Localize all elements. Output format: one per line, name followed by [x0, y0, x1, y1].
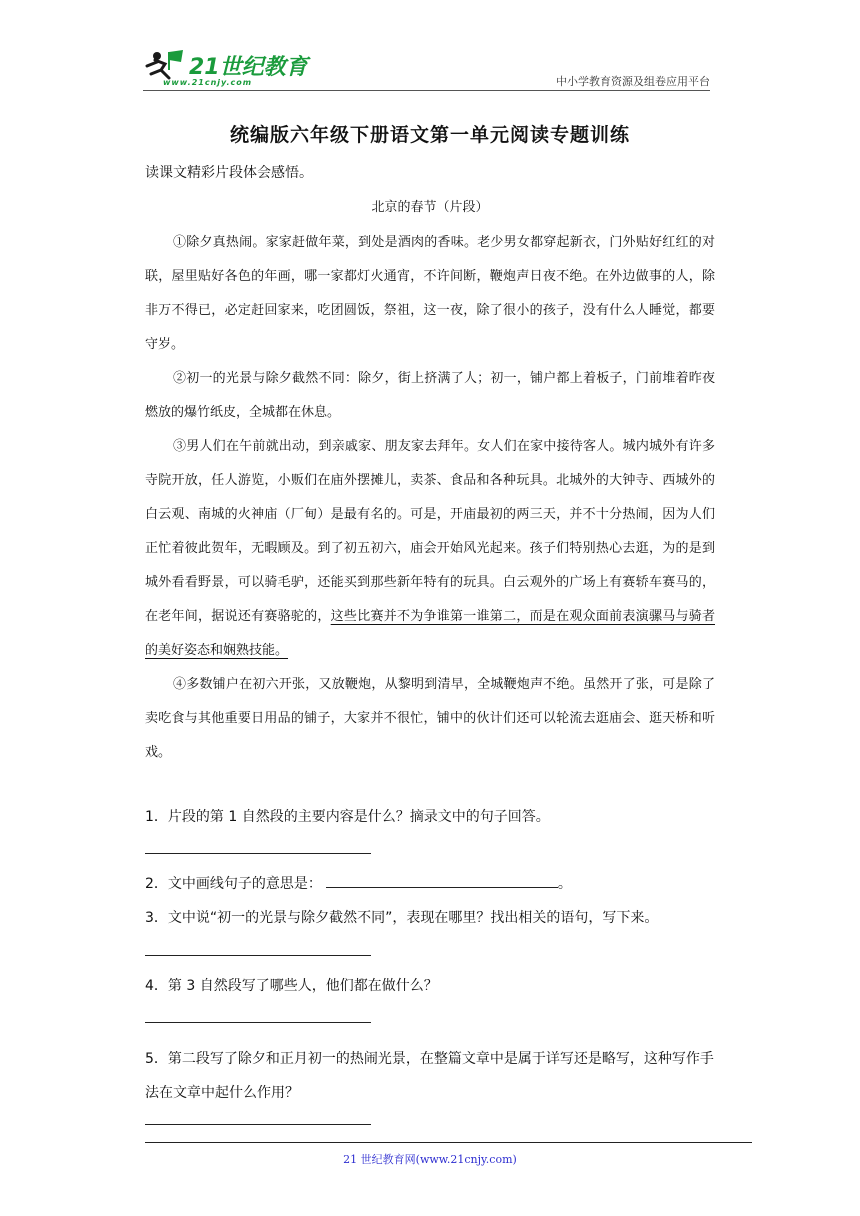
question-5: 5．第二段写了除夕和正月初一的热闹光景，在整篇文章中是属于详写还是略写，这种写作手法在文章中起什么作用？	[145, 1051, 714, 1101]
paragraph-1: ①除夕真热闹。家家赶做年菜，到处是酒肉的香味。老少男女都穿起新衣，门外贴好红红的对联，屋里贴好各色的年画，哪一家都灯火通宵，不许间断，鞭炮声日夜不绝。在外边做事的人，除非万不得已，必定赶回家来，吃团圆饭，祭祖，这一夜，除了很小的孩子，没有什么人睡觉，都要守岁。	[145, 235, 715, 352]
footer: 21 世纪教育网(www.21cnjy.com)	[343, 1153, 517, 1166]
paragraph-2: ②初一的光景与除夕截然不同：除夕，街上挤满了人；初一，铺户都上着板子，门前堆着昨夜燃放的爆竹纸皮，全城都在休息。	[145, 371, 715, 420]
header-divider	[143, 90, 710, 91]
question-2-text: 2．文中画线句子的意思是：	[145, 876, 322, 892]
answer-blank-2	[326, 873, 558, 888]
instruction: 读课文精彩片段体会感悟。	[145, 165, 313, 181]
page-header	[143, 40, 710, 92]
question-4: 4．第 3 自然段写了哪些人，他们都在做什么？	[145, 978, 438, 994]
paragraph-3	[145, 430, 715, 668]
answer-line-4	[145, 1022, 371, 1023]
question-1: 1．片段的第 1 自然段的主要内容是什么？摘录文中的句子回答。	[145, 809, 550, 825]
logo-url: www.21cnjy.com	[163, 78, 253, 87]
passage-title: 北京的春节（片段）	[371, 200, 489, 215]
question-2-suffix: 。	[557, 876, 572, 892]
logo	[143, 48, 443, 92]
paragraph-3-text: ③男人们在午前就出动，到亲戚家、朋友家去拜年。女人们在家中接待客人。城内城外有许多寺院开放，任人游览，小贩们在庙外摆摊儿，卖茶、食品和各种玩具。北城外的大钟寺、西城外的白云观、南城的火神庙（厂甸）是最有名的。可是，开庙最初的两三天，并不十分热闹，因为人们正忙着彼此贺年，无暇顾及。到了初五初六，庙会开始风光起来。孩子们特别热心去逛，为的是到城外看看野景，可以骑毛驴，还能买到那些新年特有的玩具。白云观外的广场上有赛轿车赛马的，在老年间，据说还有赛骆驼的，	[145, 439, 715, 624]
answer-line-3	[145, 955, 371, 956]
underlined-sentence: 这些比赛并不为争谁第一谁第二，而是在观众面前表演骡马与骑者的美好姿态和娴熟技能。	[145, 609, 715, 658]
answer-line-5	[145, 1124, 371, 1125]
passage	[145, 226, 715, 770]
question-2	[145, 873, 725, 893]
question-3: 3．文中说“初一的光景与除夕截然不同”，表现在哪里？找出相关的语句，写下来。	[145, 910, 659, 926]
footer-divider	[145, 1142, 752, 1143]
platform-label: 中小学教育资源及组卷应用平台	[556, 75, 710, 88]
paragraph-4: ④多数铺户在初六开张，又放鞭炮，从黎明到清早，全城鞭炮声不绝。虽然开了张，可是除了卖吃食与其他重要日用品的铺子，大家并不很忙，铺中的伙计们还可以轮流去逛庙会、逛天桥和听戏。	[145, 677, 715, 760]
logo-text: 21世纪教育	[189, 55, 308, 80]
answer-line-1	[145, 853, 371, 854]
page-title: 统编版六年级下册语文第一单元阅读专题训练	[229, 124, 630, 146]
